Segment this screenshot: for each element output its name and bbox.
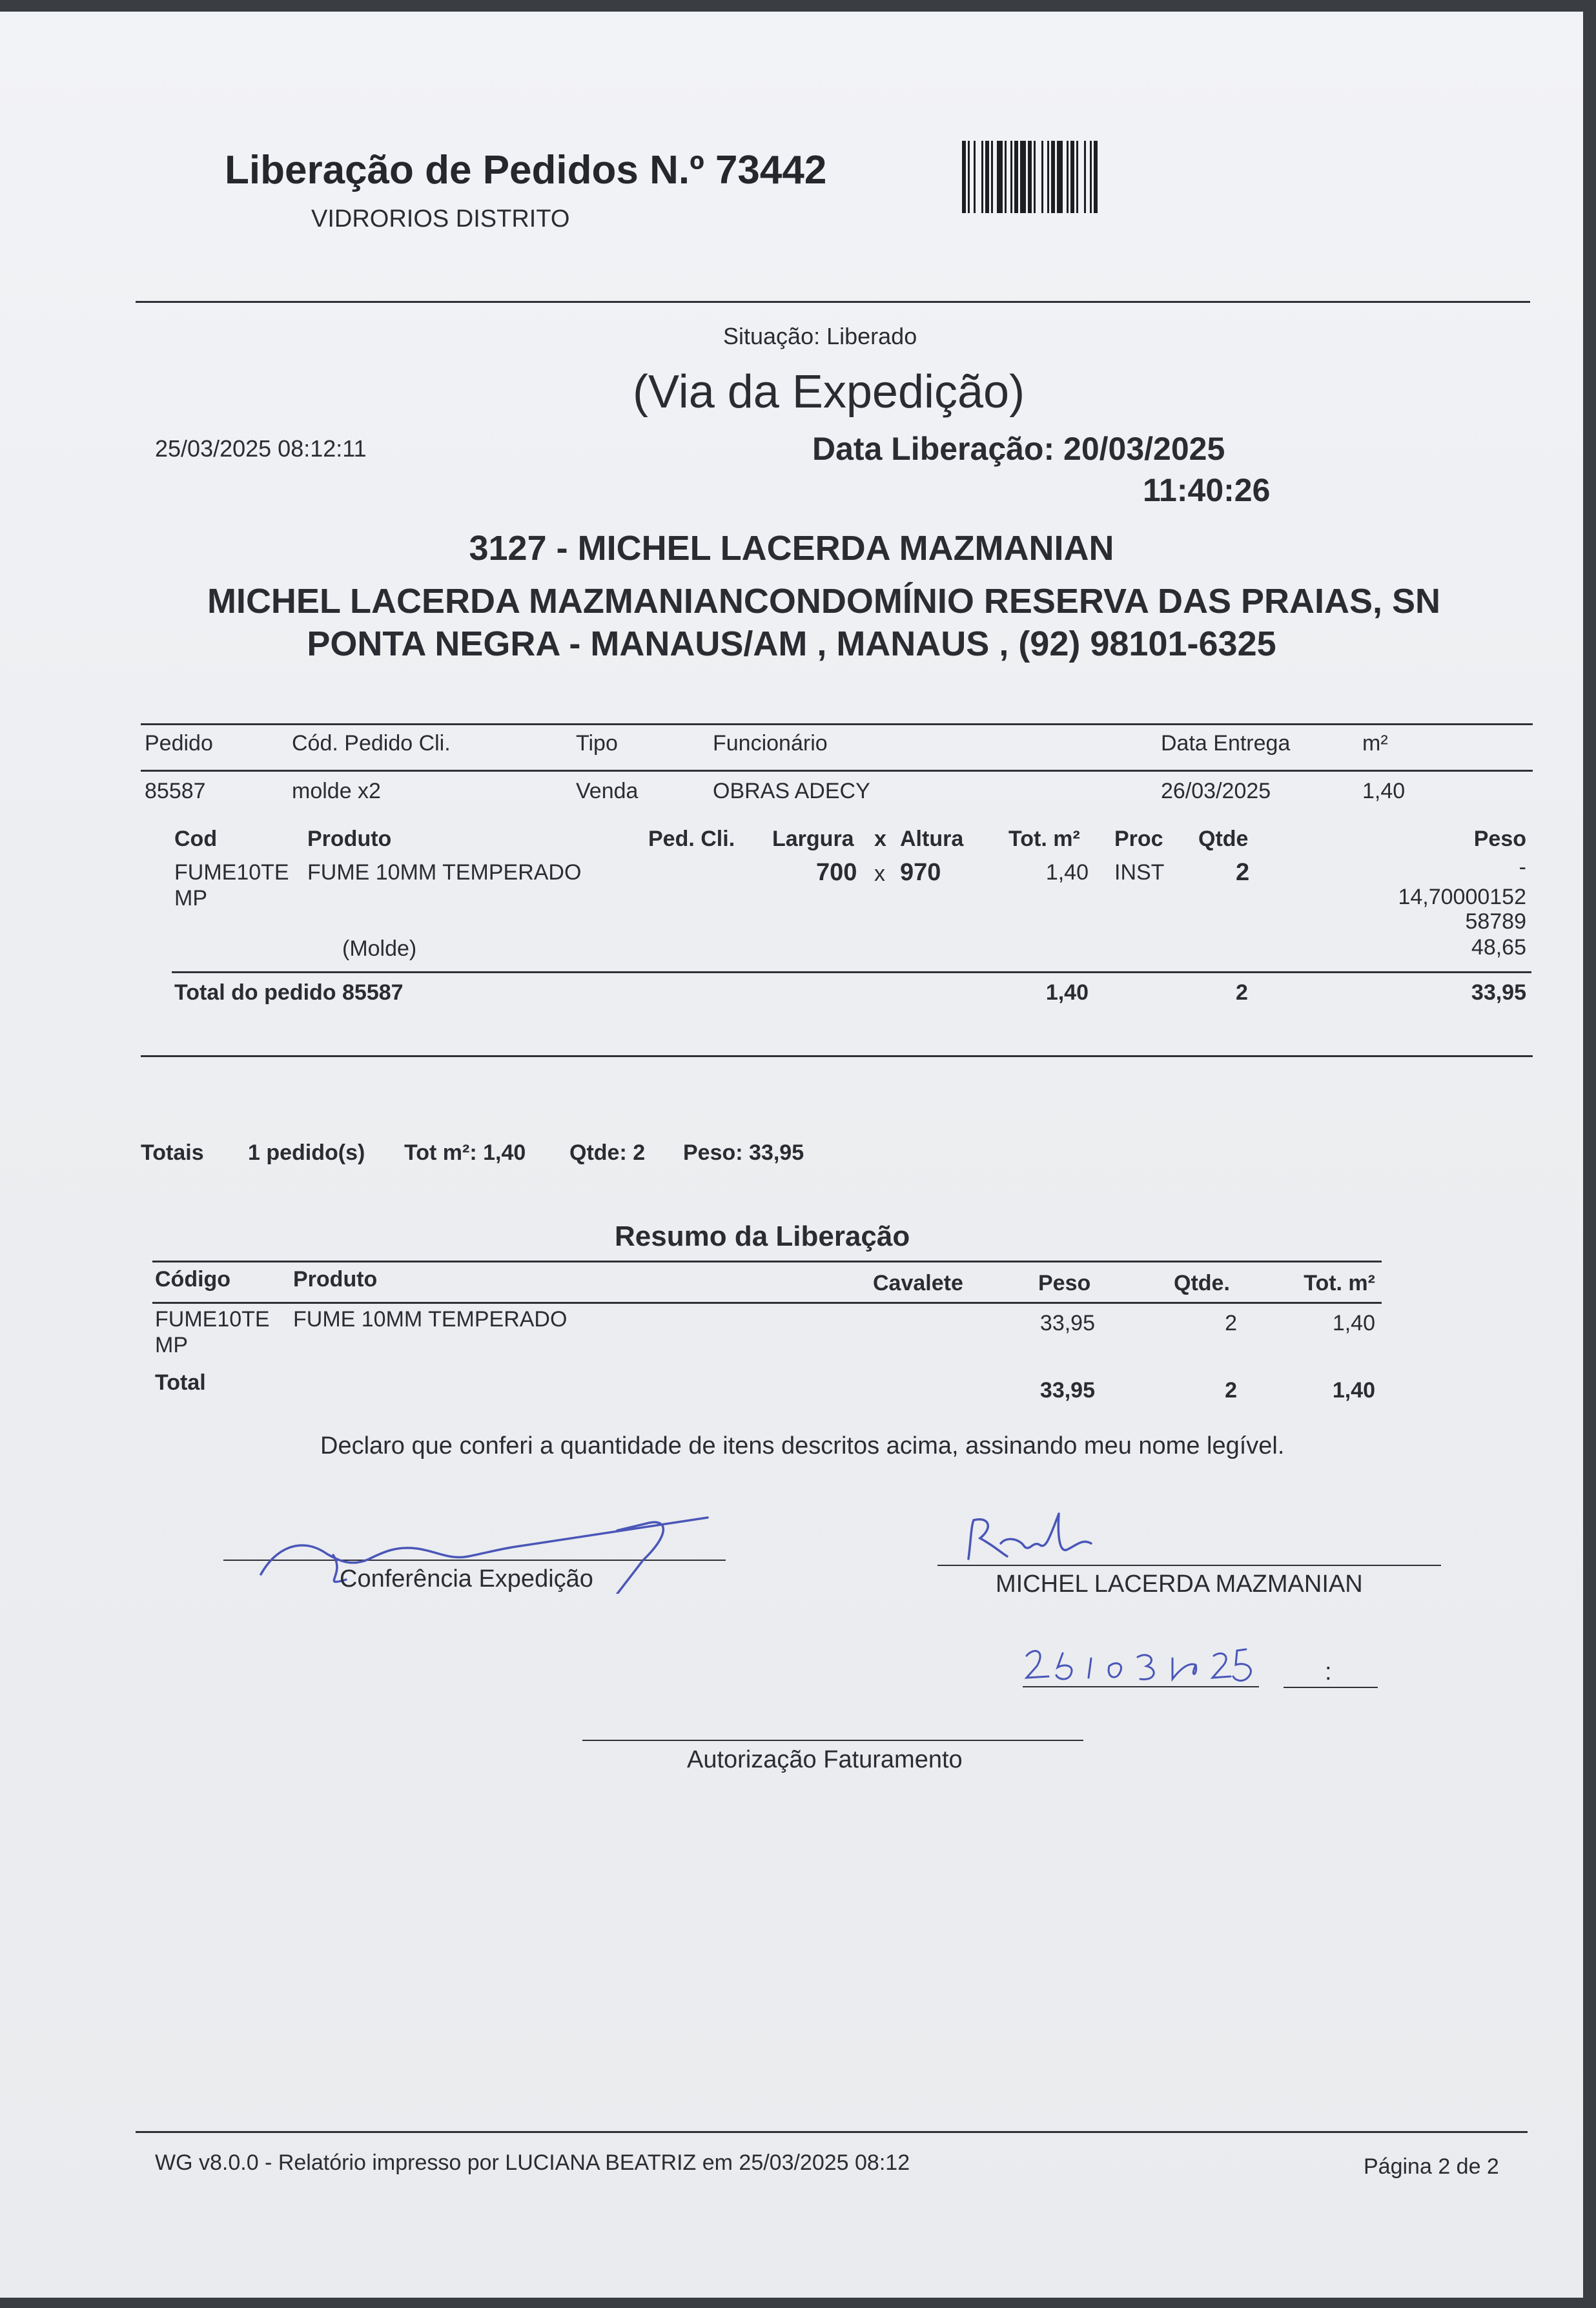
summary-peso: 33,95 <box>1039 1311 1095 1335</box>
item-largura: 700 <box>816 859 857 886</box>
status-text: Situação: Liberado <box>723 323 917 349</box>
summary-header-line <box>152 1302 1382 1304</box>
order-header-tipo: Tipo <box>576 731 618 756</box>
time-blank-line <box>1284 1687 1378 1688</box>
conference-label: Conferência Expedição <box>340 1565 593 1592</box>
summary-tot-m2: 1,40 <box>1332 1311 1375 1335</box>
order-table-top-line <box>141 723 1533 725</box>
summary-header-peso: Peso <box>1038 1271 1091 1295</box>
totals-qtde: Qtde: 2 <box>569 1140 646 1165</box>
order-total-peso: 33,95 <box>1471 980 1526 1005</box>
order-cell-data-entrega: 26/03/2025 <box>1161 779 1271 803</box>
item-cod-line1: FUME10TE <box>174 860 289 885</box>
summary-header-codigo: Código <box>155 1267 231 1292</box>
item-header-x: x <box>874 827 886 851</box>
item-tot-m2: 1,40 <box>1045 860 1089 885</box>
summary-produto: FUME 10MM TEMPERADO <box>293 1307 568 1332</box>
header-divider <box>136 301 1530 303</box>
release-time: 11:40:26 <box>1143 472 1271 508</box>
summary-title: Resumo da Liberação <box>615 1221 910 1252</box>
handwritten-date <box>1020 1639 1265 1691</box>
copy-label: (Via da Expedição) <box>633 366 1025 418</box>
item-total-line <box>172 971 1531 973</box>
summary-codigo-line2: MP <box>155 1333 188 1357</box>
order-total-m2: 1,40 <box>1045 980 1089 1005</box>
totals-label: Totais <box>141 1140 204 1165</box>
authorization-label: Autorização Faturamento <box>687 1746 963 1773</box>
item-altura: 970 <box>900 859 941 886</box>
item-qtde: 2 <box>1236 859 1250 886</box>
order-cell-cod-pedido-cli: molde x2 <box>292 779 381 803</box>
item-peso-line2: 14,70000152 <box>1398 885 1526 909</box>
item-header-largura: Largura <box>772 827 854 851</box>
order-cell-pedido: 85587 <box>145 779 206 803</box>
authorization-signature-line <box>582 1740 1083 1741</box>
item-cod-line2: MP <box>174 886 207 911</box>
summary-header-qtde: Qtde. <box>1174 1271 1230 1295</box>
item-header-proc: Proc <box>1114 827 1163 851</box>
summary-header-tot-m2: Tot. m² <box>1304 1271 1375 1295</box>
item-header-produto: Produto <box>307 827 392 851</box>
footer-printed-by: WG v8.0.0 - Relatório impresso por LUCIANA BEATRIZ em 25/03/2025 08:12 <box>155 2150 910 2175</box>
time-blank-separator: : <box>1325 1658 1332 1685</box>
item-peso-line4: 48,65 <box>1471 935 1526 960</box>
summary-top-line <box>152 1261 1382 1262</box>
order-total-qtde: 2 <box>1236 980 1248 1005</box>
item-header-qtde: Qtde <box>1198 827 1249 851</box>
order-header-funcionario: Funcionário <box>713 731 828 756</box>
footer-page-number: Página 2 de 2 <box>1364 2154 1499 2179</box>
item-produto: FUME 10MM TEMPERADO <box>307 860 582 885</box>
order-header-line <box>141 770 1533 772</box>
item-header-cod: Cod <box>174 827 218 851</box>
order-total-label: Total do pedido 85587 <box>174 980 404 1005</box>
summary-total-peso: 33,95 <box>1039 1378 1095 1403</box>
summary-total-qtde: 2 <box>1225 1378 1237 1403</box>
printed-timestamp: 25/03/2025 08:12:11 <box>155 435 367 462</box>
summary-header-produto: Produto <box>293 1267 378 1292</box>
totals-pedidos: 1 pedido(s) <box>248 1140 365 1165</box>
order-table-bottom-line <box>141 1055 1533 1057</box>
customer-signature <box>962 1507 1110 1572</box>
order-header-m2: m² <box>1362 731 1388 756</box>
item-peso-line1: - <box>1519 855 1526 880</box>
summary-codigo-line1: FUME10TE <box>155 1307 270 1332</box>
item-header-tot-m2: Tot. m² <box>1008 827 1080 851</box>
summary-total-label: Total <box>155 1370 206 1395</box>
barcode <box>962 141 1207 213</box>
order-cell-funcionario: OBRAS ADECY <box>713 779 870 803</box>
item-header-ped-cli: Ped. Cli. <box>648 827 735 851</box>
customer-address-line1: MICHEL LACERDA MAZMANIANCONDOMÍNIO RESERVA DAS PRAIAS, SN <box>207 582 1441 621</box>
order-cell-m2: 1,40 <box>1362 779 1406 803</box>
customer-address-line2: PONTA NEGRA - MANAUS/AM , MANAUS , (92) 98101-6325 <box>307 624 1276 663</box>
item-peso-line3: 58789 <box>1465 909 1526 934</box>
document-title: Liberação de Pedidos N.º 73442 <box>225 148 827 192</box>
item-note: (Molde) <box>342 936 417 961</box>
order-cell-tipo: Venda <box>576 779 639 803</box>
footer-divider <box>136 2131 1528 2133</box>
summary-total-tot-m2: 1,40 <box>1332 1378 1375 1403</box>
item-header-peso: Peso <box>1473 827 1526 851</box>
summary-header-cavalete: Cavalete <box>873 1271 963 1295</box>
item-header-altura: Altura <box>900 827 964 851</box>
totals-m2: Tot m²: 1,40 <box>404 1140 526 1165</box>
declaration-text: Declaro que conferi a quantidade de itens descritos acima, assinando meu nome legível. <box>320 1432 1285 1459</box>
document-page <box>0 12 1583 2298</box>
order-header-pedido: Pedido <box>145 731 213 756</box>
item-x: x <box>874 861 885 886</box>
item-proc: INST <box>1114 860 1165 885</box>
summary-qtde: 2 <box>1225 1311 1237 1335</box>
totals-peso: Peso: 33,95 <box>683 1140 804 1165</box>
company-name: VIDRORIOS DISTRITO <box>311 205 570 232</box>
order-header-data-entrega: Data Entrega <box>1161 731 1291 756</box>
release-date: Data Liberação: 20/03/2025 <box>812 431 1225 467</box>
order-header-cod-pedido-cli: Cód. Pedido Cli. <box>292 731 451 756</box>
customer-signature-label: MICHEL LACERDA MAZMANIAN <box>996 1571 1363 1598</box>
customer-title: 3127 - MICHEL LACERDA MAZMANIAN <box>469 529 1114 568</box>
